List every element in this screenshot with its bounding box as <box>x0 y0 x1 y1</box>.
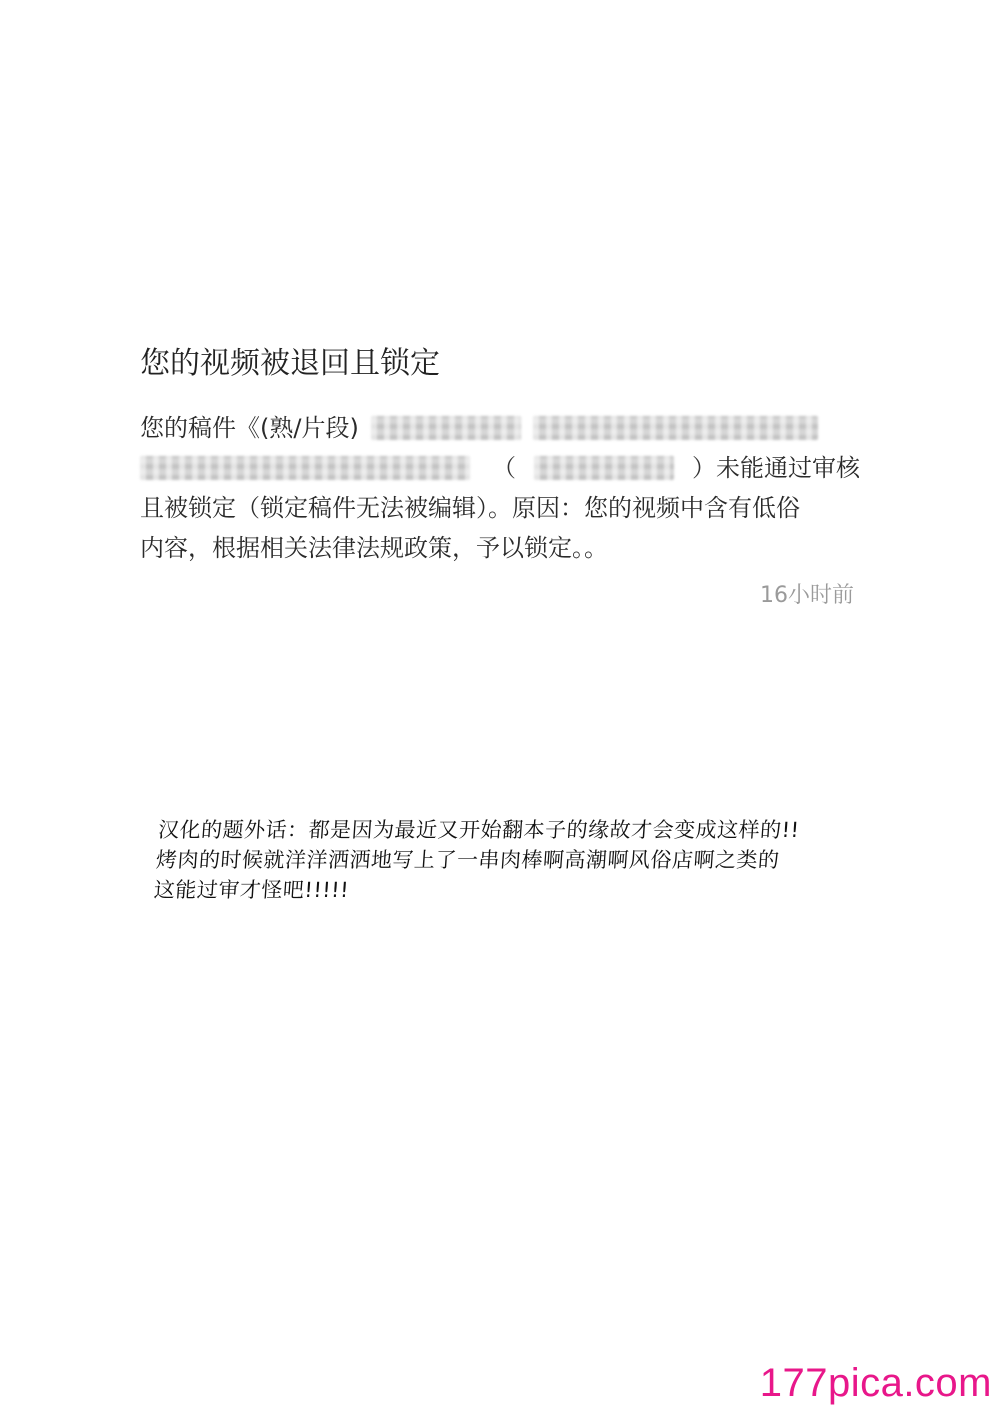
redacted-title-part-2 <box>533 416 818 440</box>
rejection-notice <box>140 340 860 614</box>
notice-timestamp: 16小时前 <box>760 583 854 608</box>
paren-open: （ <box>492 454 516 482</box>
paren-close: ） <box>692 454 716 482</box>
notice-body <box>140 408 860 568</box>
redacted-title-part-1 <box>371 416 521 440</box>
translator-note-line-2: 烤肉的时候就洋洋洒洒地写上了一串肉棒啊高潮啊风俗店啊之类的 <box>155 848 781 872</box>
redacted-video-id <box>534 456 674 480</box>
notice-body-prefix: 您的稿件《(熟/片段) <box>140 414 359 442</box>
translator-note <box>153 815 879 905</box>
notice-line-2 <box>140 448 860 488</box>
translator-note-line-1: 汉化的题外话：都是因为最近又开始翻本子的缘故才会变成这样的!! <box>157 818 801 842</box>
watermark-text: 177pica.com <box>759 1361 992 1405</box>
notice-title: 您的视频被退回且锁定 <box>140 346 440 381</box>
notice-line-3: 且被锁定（锁定稿件无法被编辑）。原因：您的视频中含有低俗 <box>140 494 800 522</box>
notice-line-2-tail: 未能通过审核 <box>716 454 860 482</box>
notice-line-4: 内容，根据相关法律法规政策，予以锁定。。 <box>140 534 608 562</box>
translator-note-line-3: 这能过审才怪吧!!!!! <box>153 878 350 902</box>
redacted-title-part-3 <box>140 456 470 480</box>
notice-line-1 <box>140 408 860 448</box>
